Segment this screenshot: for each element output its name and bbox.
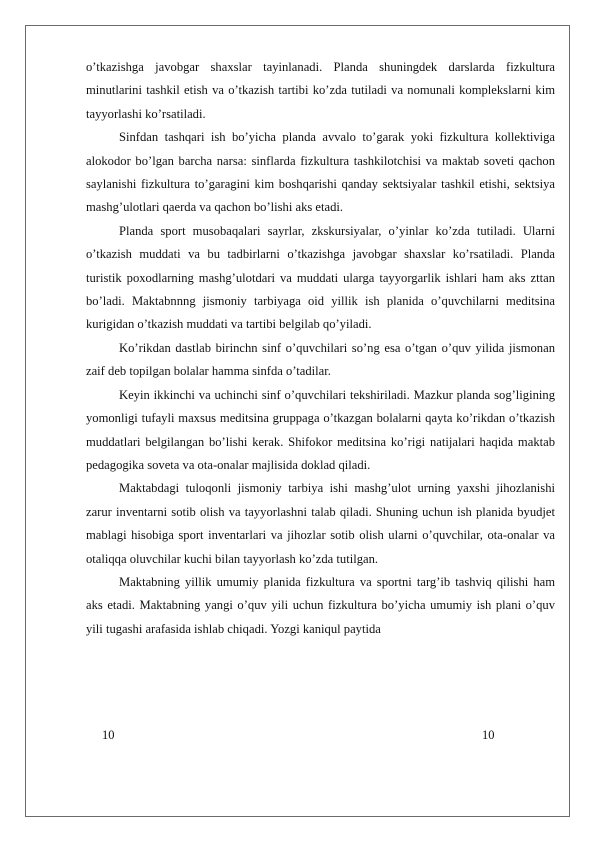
page-number-right: 10 (482, 728, 495, 742)
paragraph: Keyin ikkinchi va uchinchi sinf o’quvchilari tekshiriladi. Mazkur planda sog’ligining yomonligi tufayli maxsus meditsina gruppaga o’tkazgan bolalarni qayta ko’rikdan o’tkazish muddatlari belgilangan bo’lishi kerak. Shifokor meditsina ko’rigi natijalari haqida maktab pedagogika soveta va ota-onalar majlisida doklad qiladi. (86, 387, 555, 472)
document-body (86, 56, 555, 641)
paragraph: Maktabning yillik umumiy planida fizkultura va sportni targ’ib tashviq qilishi ham aks etadi. Maktabning yangi o’quv yili uchun fizkultura bo’yicha umumiy ish plani o’quv yili tugashi arafasida ishlab chiqadi. Yozgi kaniqul paytida (86, 574, 555, 636)
paragraph: Maktabdagi tuloqonli jismoniy tarbiya ishi mashg’ulot urning yaxshi jihozlanishi zarur inventarni sotib olish va tayyorlashni talab qiladi. Shuning uchun ish planida byudjet mablagi hisobiga sport inventarlari va jihozlar sotib olish ularni o’quvchilar, ota-onalar va otaliqqa oluvchilar kuchi bilan tayyorlash ko’zda tutilgan. (86, 481, 555, 566)
paragraph: Ko’rikdan dastlab birinchn sinf o’quvchilari so’ng esa o’tgan o’quv yilida jismonan zaif deb topilgan bolalar hamma sinfda o’tadilar. (86, 340, 555, 379)
paragraph: o’tkazishga javobgar shaxslar tayinlanadi. Planda shuningdek darslarda fizkultura minutlarini tashkil etish va o’tkazish tartibi ko’zda tutiladi va nomunali komplekslarni kim tayyorlashi ko’rsatiladi. (86, 60, 555, 121)
page-number-left: 10 (102, 728, 115, 742)
paragraph: Sinfdan tashqari ish bo’yicha planda avvalo to’garak yoki fizkultura kollektiviga alokodor bo’lgan barcha narsa: sinflarda fizkultura tashkilotchisi va maktab soveti qachon saylanishi fizkultura to’garagini kim boshqarishi qanday sektsiyalar tashkil etishi, sektsiya mashg’ulotlari qaerda va qachon bo’lishi aks etadi. (86, 130, 555, 215)
paragraph: Planda sport musobaqalari sayrlar, zkskursiyalar, o’yinlar ko’zda tutiladi. Ularni o’tkazish muddati va bu tadbirlarni o’tkazishga javobgar shaxslar ko’rsatiladi. Planda turistik poxodlarning mashg’ulotdari va muddati ularga tayyorgarlik ishlari ham aks zttan bo’ladi. Maktabnnng jismoniy tarbiyaga oid yillik ish planida o’quvchilarni meditsina kurigidan o’tkazish muddati va tartibi belgilab qo’yiladi. (86, 223, 555, 332)
